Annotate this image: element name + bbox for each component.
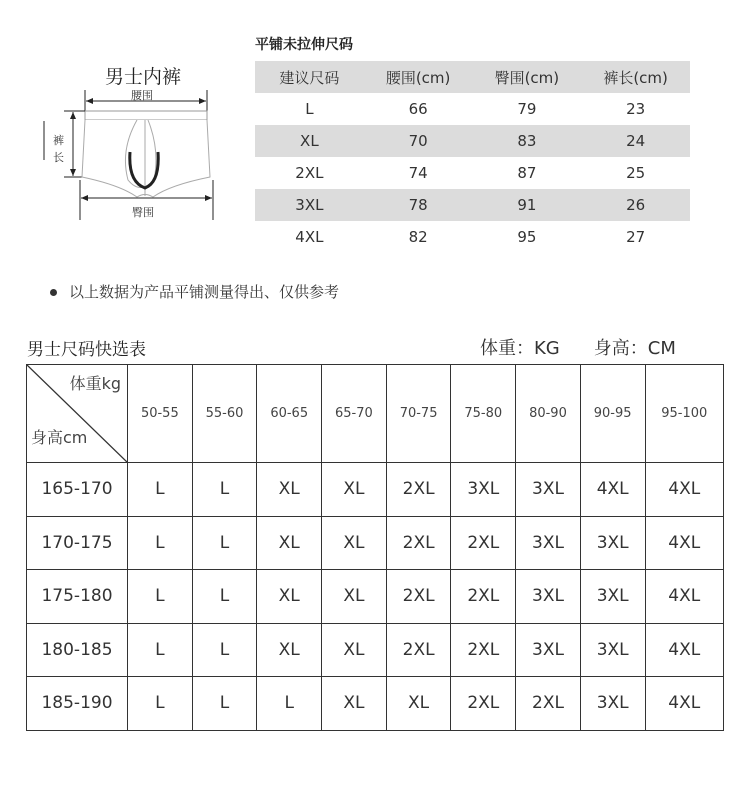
cell: 78 xyxy=(364,189,473,221)
size-cell: 4XL xyxy=(645,570,724,624)
corner-height-label: 身高cm xyxy=(31,428,88,447)
cell: 26 xyxy=(581,189,690,221)
table-header-row xyxy=(255,61,690,93)
size-cell: XL xyxy=(257,516,322,570)
bullet-icon xyxy=(50,289,57,296)
cell: 4XL xyxy=(295,228,324,246)
size-cell: L xyxy=(128,677,193,731)
size-cell: L xyxy=(192,570,257,624)
table-row xyxy=(255,221,690,253)
cell: 24 xyxy=(581,125,690,157)
table-row xyxy=(27,570,724,624)
table-row xyxy=(27,516,724,570)
size-cell: L xyxy=(192,516,257,570)
size-cell: 2XL xyxy=(386,623,451,677)
weight-unit: 体重：KG xyxy=(480,338,560,359)
size-cell: 4XL xyxy=(645,516,724,570)
size-cell: XL xyxy=(322,516,387,570)
header-cell: 腰围(cm) xyxy=(364,61,473,93)
size-cell: L xyxy=(128,570,193,624)
size-cell: 2XL xyxy=(451,677,516,731)
size-cell: XL xyxy=(257,623,322,677)
cell: 83 xyxy=(473,125,582,157)
height-range-cell: 165-170 xyxy=(27,463,128,517)
size-cell: 3XL xyxy=(516,623,581,677)
header-cell: 臀围(cm) xyxy=(473,61,582,93)
cell: 79 xyxy=(517,100,537,118)
size-cell: 3XL xyxy=(451,463,516,517)
cell: 66 xyxy=(408,100,428,118)
size-cell: L xyxy=(128,623,193,677)
weight-range-header: 70-75 xyxy=(386,365,451,463)
size-cell: XL xyxy=(257,463,322,517)
underwear-diagram xyxy=(40,90,220,230)
weight-range-header: 55-60 xyxy=(192,365,257,463)
cell: 82 xyxy=(408,228,428,246)
cell: 3XL xyxy=(255,189,364,221)
size-cell: 3XL xyxy=(580,570,645,624)
quick-size-table xyxy=(26,364,724,731)
size-cell: 2XL xyxy=(386,516,451,570)
size-cell: 2XL xyxy=(451,623,516,677)
weight-range-header: 90-95 xyxy=(580,365,645,463)
diagram-title: 男士内裤 xyxy=(105,66,182,88)
size-cell: L xyxy=(192,463,257,517)
size-cell: 4XL xyxy=(645,623,724,677)
cell: 2XL xyxy=(295,164,324,182)
weight-range-header: 50-55 xyxy=(128,365,193,463)
size-cell: 4XL xyxy=(645,677,724,731)
height-unit: 身高：CM xyxy=(593,338,676,359)
underwear-illustration xyxy=(40,90,220,230)
size-cell: 2XL xyxy=(386,463,451,517)
flat-table-title: 平铺未拉伸尺码 xyxy=(255,37,353,53)
size-cell: 3XL xyxy=(516,570,581,624)
size-cell: L xyxy=(128,463,193,517)
measurement-note xyxy=(50,281,339,302)
table-row xyxy=(255,125,690,157)
size-cell: 2XL xyxy=(451,570,516,624)
table-row xyxy=(255,157,690,189)
waist-label: 腰围 xyxy=(131,89,153,102)
size-cell: 3XL xyxy=(516,463,581,517)
weight-range-header: 80-90 xyxy=(516,365,581,463)
cell: 27 xyxy=(626,228,646,246)
quick-table-title: 男士尺码快选表 xyxy=(27,340,146,360)
cell: 70 xyxy=(364,125,473,157)
size-cell: 4XL xyxy=(580,463,645,517)
size-cell: XL xyxy=(322,570,387,624)
length-label-1: 裤 xyxy=(53,134,64,147)
cell: 25 xyxy=(626,164,646,182)
size-cell: L xyxy=(192,623,257,677)
size-cell: L xyxy=(192,677,257,731)
weight-header-row xyxy=(27,365,724,463)
corner-weight-label: 体重kg xyxy=(69,374,121,393)
table-row xyxy=(27,677,724,731)
corner-cell xyxy=(27,365,128,463)
size-cell: L xyxy=(257,677,322,731)
units-legend xyxy=(480,334,710,360)
size-cell: XL xyxy=(322,623,387,677)
size-cell: XL xyxy=(257,570,322,624)
table-row xyxy=(255,93,690,125)
size-cell: 2XL xyxy=(516,677,581,731)
size-cell: 2XL xyxy=(386,570,451,624)
cell: 23 xyxy=(626,100,646,118)
header-cell: 裤长(cm) xyxy=(581,61,690,93)
note-text: 以上数据为产品平铺测量得出、仅供参考 xyxy=(69,283,340,301)
table-row xyxy=(27,623,724,677)
cell: 87 xyxy=(517,164,537,182)
size-spec-table xyxy=(255,61,690,253)
table-row xyxy=(255,189,690,221)
size-cell: L xyxy=(128,516,193,570)
weight-range-header: 75-80 xyxy=(451,365,516,463)
weight-range-header: 60-65 xyxy=(257,365,322,463)
weight-range-header: 65-70 xyxy=(322,365,387,463)
cell: 91 xyxy=(473,189,582,221)
cell: L xyxy=(305,100,314,118)
weight-range-header: 95-100 xyxy=(645,365,724,463)
size-cell: XL xyxy=(322,463,387,517)
cell: 95 xyxy=(517,228,537,246)
table-row xyxy=(27,463,724,517)
height-range-cell: 180-185 xyxy=(27,623,128,677)
hip-label: 臀围 xyxy=(132,206,154,219)
size-cell: XL xyxy=(386,677,451,731)
cell: XL xyxy=(255,125,364,157)
size-cell: 3XL xyxy=(580,516,645,570)
height-range-cell: 170-175 xyxy=(27,516,128,570)
height-range-cell: 175-180 xyxy=(27,570,128,624)
header-cell: 建议尺码 xyxy=(255,61,364,93)
height-range-cell: 185-190 xyxy=(27,677,128,731)
size-cell: 3XL xyxy=(580,623,645,677)
size-cell: 3XL xyxy=(580,677,645,731)
size-cell: 4XL xyxy=(645,463,724,517)
length-label-2: 长 xyxy=(53,151,64,164)
size-cell: 3XL xyxy=(516,516,581,570)
cell: 74 xyxy=(408,164,428,182)
size-cell: XL xyxy=(322,677,387,731)
size-cell: 2XL xyxy=(451,516,516,570)
